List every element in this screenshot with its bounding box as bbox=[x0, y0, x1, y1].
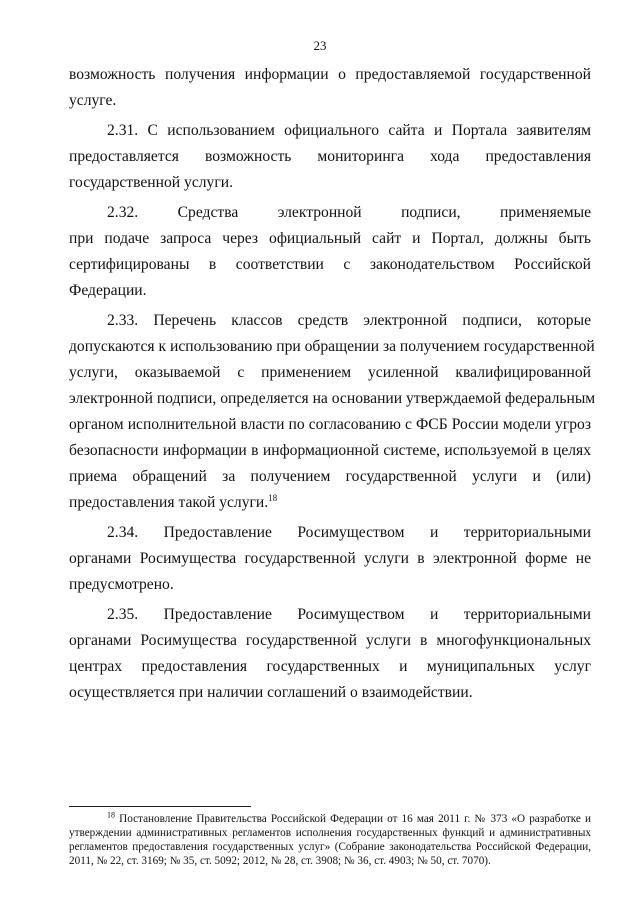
paragraph-2-33 bbox=[69, 308, 596, 516]
paragraph-2-35 bbox=[69, 602, 591, 706]
text-line: услуги, оказываемой с применением усиленной квалифицированной bbox=[69, 364, 591, 381]
text-line: органами Росимущества государственной услуги в электронной форме не bbox=[69, 550, 591, 567]
text-line: при подаче запроса через официальный сайт и Портал, должны быть bbox=[69, 230, 591, 247]
footnote-separator bbox=[69, 806, 251, 807]
text-line: возможность получения информации о предоставляемой государственной bbox=[69, 66, 591, 83]
paragraph-2-32 bbox=[69, 200, 591, 304]
text-line: 2.35. Предоставление Росимуществом и территориальными bbox=[107, 606, 591, 623]
text-line: электронной подписи, определяется на основании утверждаемой федеральным bbox=[69, 390, 596, 407]
text-line: предоставляется возможность мониторинга хода предоставления bbox=[69, 148, 591, 165]
text-line: 2.33. Перечень классов средств электронной подписи, которые bbox=[107, 312, 591, 329]
footnote-line: утверждении административных регламентов исполнения государственных функций и административных bbox=[69, 827, 591, 839]
text-line: органами Росимущества государственной услуги в многофункциональных bbox=[69, 632, 591, 649]
text-line: государственной услуги. bbox=[69, 174, 233, 191]
footnote-line: регламентов предоставления государственных услуг» (Собрание законодательства Российской Федерации, bbox=[69, 841, 591, 853]
footnote-line: 2011, № 22, ст. 3169; № 35, ст. 5092; 2012, № 28, ст. 3908; № 36, ст. 4903; № 50, ст. 7070). bbox=[69, 855, 491, 867]
text-line: центрах предоставления государственных и муниципальных услуг bbox=[69, 658, 591, 675]
text-line: услуге. bbox=[69, 92, 117, 109]
document-body bbox=[69, 62, 596, 710]
footnote-text: Постановление Правительства Российской Федерации от 16 мая 2011 г. № 373 «О разработке и bbox=[119, 813, 591, 825]
text-line: органом исполнительной власти по согласованию с ФСБ России модели угроз bbox=[69, 416, 591, 433]
text-line: осуществляется при наличии соглашений о взаимодействии. bbox=[69, 684, 473, 701]
text-line: безопасности информации в информационной системе, используемой в целях bbox=[69, 442, 591, 459]
text-line: 2.31. С использованием официального сайта и Портала заявителям bbox=[107, 122, 591, 139]
paragraph-2-34 bbox=[69, 520, 591, 598]
text-line: сертифицированы в соответствии с законодательством Российской bbox=[69, 256, 591, 273]
paragraph-2-31 bbox=[69, 118, 591, 196]
footnote-number: 18 bbox=[107, 810, 115, 820]
text-line: допускаются к использованию при обращении за получением государственной bbox=[69, 338, 595, 355]
text-line: Федерации. bbox=[69, 282, 147, 299]
footnote-reference[interactable]: 18 bbox=[268, 492, 278, 503]
text-line: предусмотрено. bbox=[69, 576, 174, 593]
text-line: предоставления такой услуги. bbox=[69, 494, 269, 511]
text-line: 2.34. Предоставление Росимуществом и территориальными bbox=[107, 524, 591, 541]
footnote bbox=[69, 812, 591, 868]
text-line-with-footnote bbox=[69, 490, 591, 516]
paragraph-continuation bbox=[69, 62, 591, 114]
text-line: приема обращений за получением государственной услуги и (или) bbox=[69, 468, 591, 485]
text-line: 2.32. Средства электронной подписи, применяемые bbox=[107, 204, 591, 221]
footnote-line bbox=[69, 812, 591, 826]
page-number: 23 bbox=[313, 38, 327, 53]
